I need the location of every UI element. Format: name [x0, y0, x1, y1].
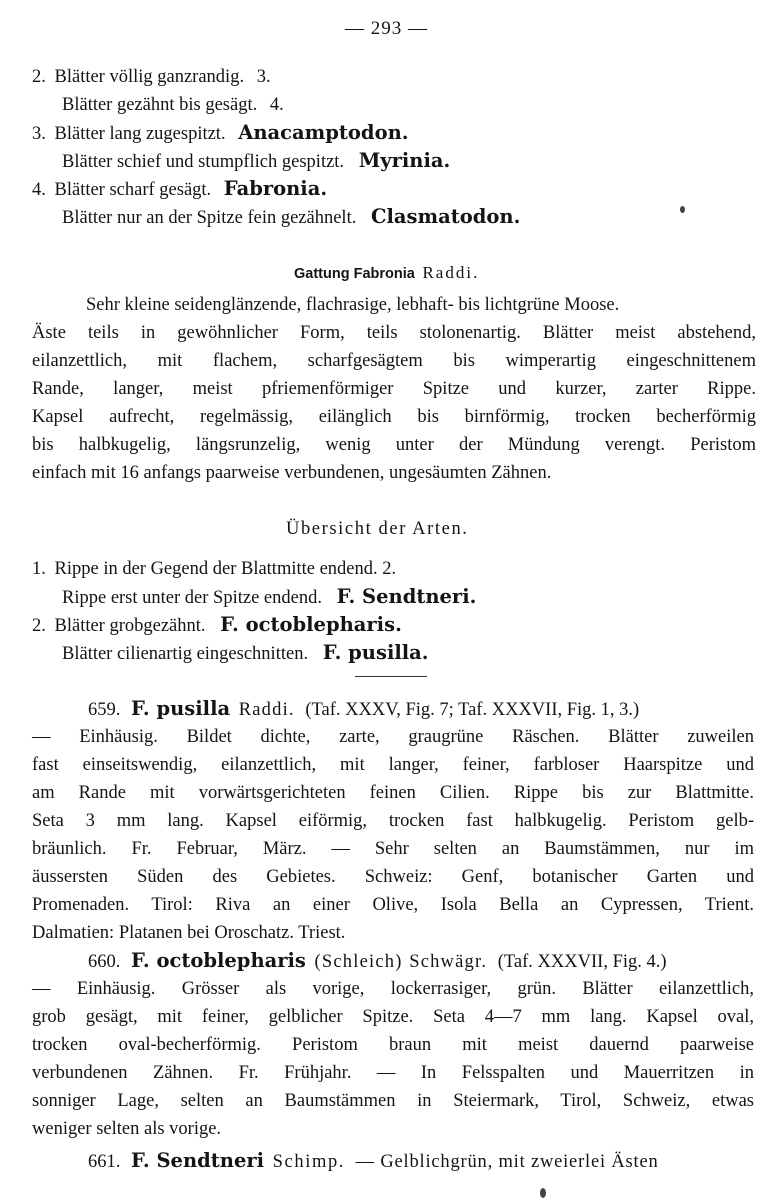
ink-speck [680, 206, 685, 213]
ink-speck [540, 1188, 546, 1198]
text-line: trocken oval-becherförmig. Peristom braun mit meist dauernd paarweise [32, 1035, 754, 1055]
text-line: verbundenen Zähnen. Fr. Frühjahr. — In Felsspalten und Mauerritzen in [32, 1063, 754, 1083]
text-line: sonniger Lage, selten an Baumstämmen in Steiermark, Tirol, Schweiz, etwas [32, 1091, 754, 1111]
text-line: Promenaden. Tirol: Riva an einer Olive, Isola Bella an Cypressen, Trient. [32, 895, 754, 915]
text-line: — Einhäusig. Grösser als vorige, lockerrasiger, grün. Blätter eilanzettlich, [32, 979, 754, 999]
text-line: Kapsel aufrecht, regelmässig, eilänglich bis birnförmig, trocken becherförmig [32, 407, 756, 427]
key-line: 3. Blätter lang zugespitzt. Anacamptodon. [32, 121, 409, 144]
species-name: F. octoblepharis. [220, 613, 402, 636]
text-line: Äste teils in gewöhnlicher Form, teils stolonenartig. Blätter meist abstehend, [32, 323, 756, 343]
text-line: Rande, langer, meist pfriemenförmiger Spitze und kurzer, zarter Rippe. [32, 379, 756, 399]
text-line: bräunlich. Fr. Februar, März. — Sehr selten an Baumstämmen, nur im [32, 839, 754, 859]
species-heading: 659. F. pusilla Raddi. (Taf. XXXV, Fig. 7; Taf. XXXVII, Fig. 1, 3.) [88, 697, 640, 720]
species-name: F. octoblepharis [131, 949, 306, 972]
text-line: am Rande mit vorwärtsgerichteten feinen Cilien. Rippe bis zur Blattmitte. [32, 783, 754, 803]
key-line: Blätter nur an der Spitze fein gezähnelt. Clasmatodon. [62, 205, 521, 228]
text-line: weniger selten als vorige. [32, 1119, 222, 1139]
species-name: F. Sendtneri [131, 1149, 265, 1172]
key-line: 2. Blätter grobgezähnt. F. octoblepharis. [32, 613, 402, 636]
species-heading: 660. F. octoblepharis (Schleich) Schwägr. (Taf. XXXVII, Fig. 4.) [88, 949, 667, 972]
text-line: äussersten Süden des Gebietes. Schweiz: Genf, botanischer Garten und [32, 867, 754, 887]
genus-name: Clasmatodon. [370, 205, 521, 228]
overview-title: Übersicht der Arten. [286, 519, 469, 539]
genus-name: Myrinia. [358, 149, 451, 172]
key-line: Blätter cilienartig eingeschnitten. F. pusilla. [62, 641, 429, 664]
species-name: F. pusilla [131, 697, 231, 720]
page-number: — 293 — [345, 18, 428, 39]
species-name: F. Sendtneri. [336, 585, 477, 608]
text-line: — Einhäusig. Bildet dichte, zarte, graugrüne Räschen. Blätter zuweilen [32, 727, 754, 747]
key-line: 1. Rippe in der Gegend der Blattmitte endend. 2. [32, 559, 397, 579]
key-line: Rippe erst unter der Spitze endend. F. Sendtneri. [62, 585, 477, 608]
text-line: Sehr kleine seidenglänzende, flachrasige, lebhaft- bis lichtgrüne Moose. [86, 295, 620, 315]
key-line: 4. Blätter scharf gesägt. Fabronia. [32, 177, 328, 200]
genus-name: Fabronia. [223, 177, 328, 200]
genus-heading: Gattung Fabronia Raddi. [294, 263, 480, 282]
text-line: fast einseitswendig, eilanzettlich, mit langer, feiner, farbloser Haarspitze und [32, 755, 754, 775]
text-line: bis halbkugelig, längsrunzelig, wenig unter der Mündung verengt. Peristom [32, 435, 756, 455]
species-name: F. pusilla. [322, 641, 429, 664]
text-line: einfach mit 16 anfangs paarweise verbundenen, ungesäumten Zähnen. [32, 463, 552, 483]
text-line: Seta 3 mm lang. Kapsel eiförmig, trocken fast halbkugelig. Peristom gelb- [32, 811, 754, 831]
genus-name: Anacamptodon. [238, 121, 409, 144]
key-line: 2. Blätter völlig ganzrandig. 3. [32, 67, 271, 87]
text-line: eilanzettlich, mit flachem, scharfgesägtem bis wimperartig eingeschnittenem [32, 351, 756, 371]
key-line: Blätter gezähnt bis gesägt. 4. [62, 95, 284, 115]
section-divider [355, 676, 427, 677]
text-line: grob gesägt, mit feiner, gelblicher Spitze. Seta 4—7 mm lang. Kapsel oval, [32, 1007, 754, 1027]
species-heading: 661. F. Sendtneri Schimp. — Gelblichgrün, mit zweierlei Ästen [88, 1149, 659, 1172]
text-line: Dalmatien: Platanen bei Oroschatz. Triest. [32, 923, 346, 943]
key-line: Blätter schief und stumpflich gespitzt. Myrinia. [62, 149, 451, 172]
